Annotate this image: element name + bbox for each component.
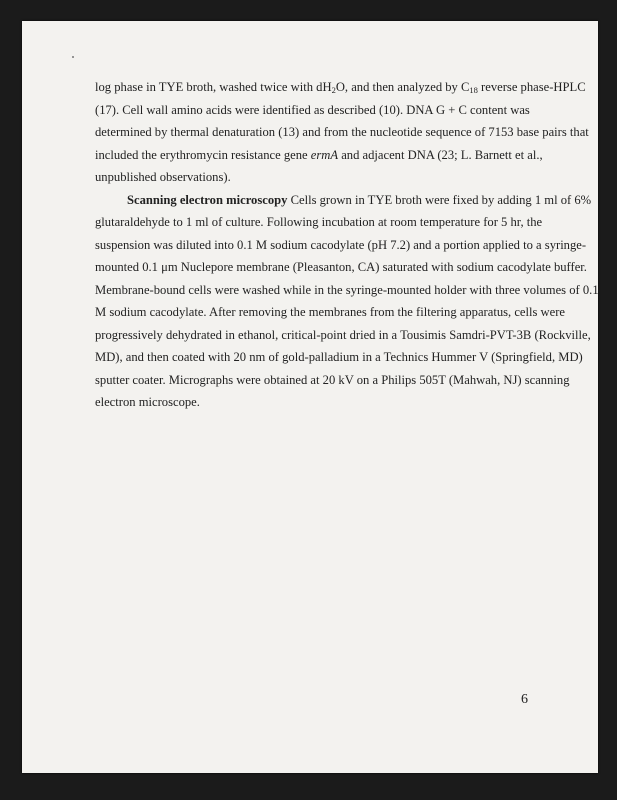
text-line: (17). Cell wall amino acids were identified as described (10). DNA G + C content was [95, 103, 530, 117]
text-line: MD), and then coated with 20 nm of gold-palladium in a Technics Hummer V (Springfield, MD) [95, 350, 583, 364]
text-line [95, 79, 586, 95]
text-line: unpublished observations). [95, 170, 231, 184]
text-line: mounted 0.1 μm Nuclepore membrane (Pleasanton, CA) saturated with sodium cacodylate buffer. [95, 260, 587, 274]
text-line: glutaraldehyde to 1 ml of culture. Following incubation at room temperature for 5 hr, the [95, 215, 543, 229]
text-line: suspension was diluted into 0.1 M sodium cacodylate (pH 7.2) and a portion applied to a syringe- [95, 238, 587, 252]
text-line: sputter coater. Micrographs were obtained at 20 kV on a Philips 505T (Mahwah, NJ) scanning [95, 373, 570, 387]
text-segment: Cells grown in TYE broth were fixed by adding 1 ml of 6% [287, 193, 592, 207]
text-segment: included the erythromycin resistance gene [95, 148, 311, 162]
text-line: electron microscope. [95, 395, 200, 409]
text-line [127, 192, 592, 208]
subscript: 18 [469, 85, 478, 95]
text-segment: O, and then analyzed by C [335, 80, 470, 94]
text-line: progressively dehydrated in ethanol, critical-point dried in a Tousimis Samdri-PVT-3B (Rockville, [95, 328, 591, 342]
section-heading: Scanning electron microscopy [127, 193, 288, 207]
text-line: Membrane-bound cells were washed while in the syringe-mounted holder with three volumes of 0.1 [95, 283, 599, 297]
gene-name: ermA [310, 148, 339, 162]
text-line [95, 147, 543, 163]
text-line: M sodium cacodylate. After removing the membranes from the filtering apparatus, cells were [95, 305, 566, 319]
subscript: 2 [331, 85, 336, 95]
text-segment: reverse phase-HPLC [477, 80, 586, 94]
text-segment: and adjacent DNA (23; L. Barnett et al., [338, 148, 543, 162]
text-segment: log phase in TYE broth, washed twice with dH [95, 80, 332, 94]
page-number: 6 [521, 692, 528, 707]
text-line: determined by thermal denaturation (13) and from the nucleotide sequence of 7153 base pairs that [95, 125, 589, 139]
scan-speck [72, 56, 74, 58]
document-page [22, 21, 598, 773]
